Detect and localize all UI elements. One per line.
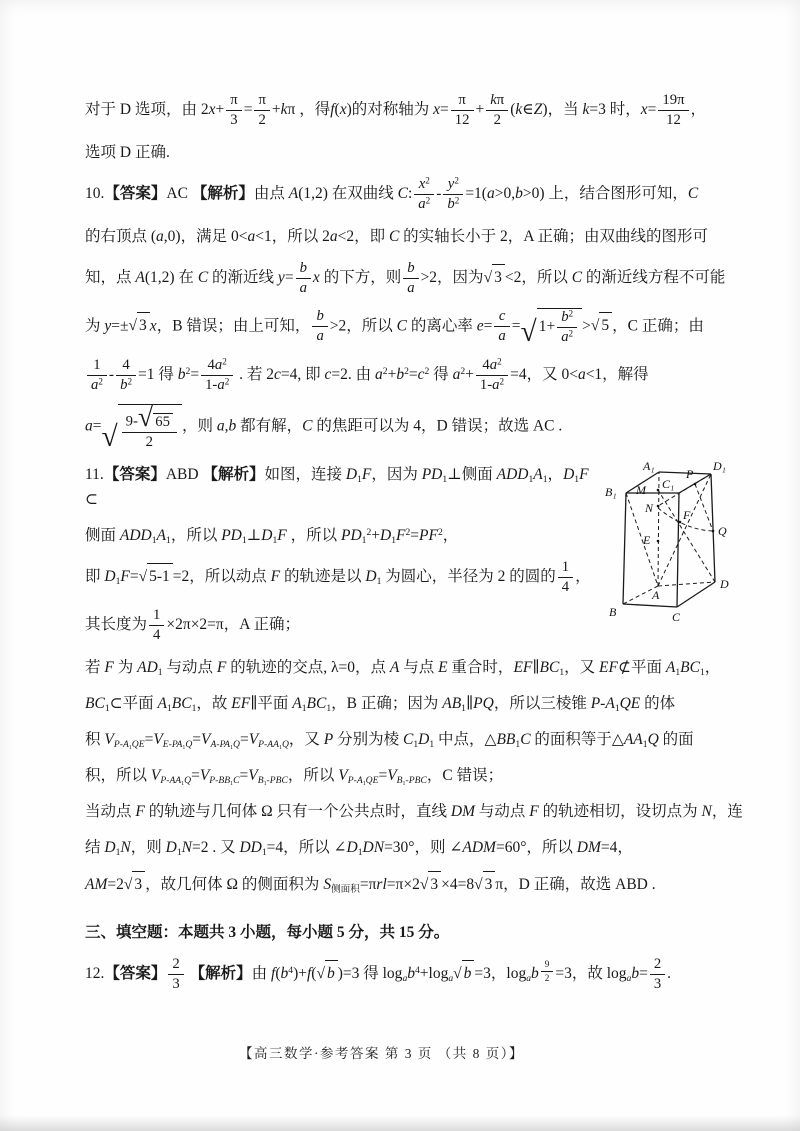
cuboid-diagram [603, 446, 755, 630]
q12-line-1: 12.【答案】 $\frac{2}{3}$ 【解析】由 $f(b^4)+f(√$ b )=3 得 $\log_ab^4+\log_a√$ b =3，$\log_ab$ $^{\frac{9}{2}}$ =3，故 $\log_ab=$ $\frac{2}{3}$ . [85, 956, 672, 993]
q10-line-5: $\frac{1}{a^2}$ - $\frac{4}{b^2}$ =1 得 $b^2=$ $\frac{4a^2}{1-a^2}$ . 若 2c=4, 即 c=2. 由 $a^2+b^2=c^2$ 得 $a^2+$ $\frac{4a^2}{1-a^2}$ =4，又 0<a<1，解得 [85, 357, 757, 394]
label-d1: D₁ [713, 458, 726, 473]
q10-line-2: 的右顶点 (a,0)，满足 0<a<1，所以 2a<2，即 C 的实轴长小于 2，A 正确；由双曲线的图形可 [85, 227, 709, 245]
q11-line-6: $BC_1\subset$平面 $A_1BC_1$，故 EF∥平面 $A_1BC_1$，B 正确；因为 $AB_1\parallel PQ$，所以三棱锥 $P-A_1QE$ 的体 [85, 694, 676, 714]
q10-line-4: 为 y=±√ 3 x，B 错误；由上可知， $\frac{b}{a}$ >2，所以 C 的离心率 e= $\frac{c}{a}$ =√ 1+ $\frac{b^2}{a^2}$ >√ 5 ，C 正确；由 [85, 308, 704, 349]
q11-line-8: 积，所以 $V_{P-AA_1Q}=V_{P-BB_1C}=V_{B_1-PBC}$，所以 $V_{P-A_1QE}=V_{B_1-PBC}$，C 错误； [85, 766, 504, 787]
q11-line-5: 若 F 为 $AD_1$ 与动点 F 的轨迹的交点, λ=0，点 A 与点 E 重合时，$EF\parallel BC_1$，又 EF⊄平面 $A_1BC_1$， [85, 658, 721, 678]
label-c: C [672, 609, 681, 624]
page-footer: 【高三数学·参考答案 第 3 页 （共 8 页）】 [239, 1046, 524, 1061]
q11-line-10: 结 $D_1N$，则 $D_1N=2$ . 又 $DD_1=4$，所以 $\angle D_1DN=30^\circ$，则 ∠ADM=60°，所以 DM=4， [85, 839, 633, 858]
label-p: P [686, 466, 694, 481]
label-d: D [720, 576, 729, 591]
q11-line-1: 11.【答案】ABD 【解析】如图，连接 $D_1F$，因为 $PD_1\perp$侧面 $ADD_1A_1$，$D_1F$ ⊂ [85, 465, 589, 508]
intro-line-1: 对于 D 选项，由 2x+ $\frac{\pi}{3}$ = $\frac{\pi}{2}$ +kπ ，得f(x)的对称轴为 x= $\frac{\pi}{12}$ + $\frac{k\pi}{2}$ (k∈Z)，当 k=3 时，x= $\frac{19\pi}{12}$ ， [85, 92, 707, 128]
prism-figure [603, 446, 755, 630]
q10-line-3: 知，点 A(1,2) 在 C 的渐近线 y= $\frac{b}{a}$ x 的下方，则 $\frac{b}{a}$ >2，因为√ 3 <2，所以 C 的渐近线方程不可能 [85, 259, 726, 296]
q11-line-9: 当动点 F 的轨迹与几何体 Ω 只有一个公共点时，直线 DM 与动点 F 的轨迹相切，设切点为 N，连 [85, 802, 743, 820]
q11-line-3: 即 $D_1F=√$ 5-1 =2，所以动点 F 的轨迹是以 $D_1$ 为圆心，半径为 2 的圆的 $\frac{1}{4}$ ， [85, 558, 591, 595]
label-c1: C₁ [662, 476, 675, 491]
label-a: A [652, 587, 660, 602]
label-m: M [636, 482, 646, 497]
intro-line-2: 选项 D 正确. [85, 143, 170, 161]
section-3-heading: 三、填空题：本题共 3 小题，每小题 5 分，共 15 分。 [85, 924, 450, 942]
document-body [85, 92, 757, 1004]
q10-line-1: 10.【答案】AC 【解析】由点 A(1,2) 在双曲线 C: $\frac{x^2}{a^2}$ - $\frac{y^2}{b^2}$ =1(a>0,b>0) 上，结合图形可知，C [85, 175, 699, 212]
label-n: N [645, 500, 654, 515]
label-q: Q [718, 523, 727, 538]
label-a1: A₁ [643, 458, 655, 473]
q11-line-11: AM=2√ 3 ，故几何体 Ω 的侧面积为 $S_{侧面积}=\pi rl=\pi\times 2√$ 3 ×4=8√ 3 π，D 正确，故选 ABD . [85, 871, 757, 897]
q11-line-7: 积 $V_{P-A_1QE}=V_{E-PA_1Q}=V_{A-PA_1Q}=V_{P-AA_1Q}$，又 P 分别为棱 $C_1D_1$ 中点，$\triangle BB_1C$ 的面积等于$\triangle AA_1Q$ 的面 [85, 730, 694, 751]
label-b1: B₁ [605, 484, 617, 499]
label-e: E [643, 532, 651, 547]
q11-line-4: 其长度为 $\frac{1}{4}$ ×2π×2=π，A 正确； [85, 606, 300, 643]
q11-block [85, 458, 757, 909]
label-b: B [609, 604, 617, 619]
q11-line-2: 侧面 $ADD_1A_1$，所以 $PD_1\perp D_1F$ ，所以 $PD_1^2+D_1F^2=PF^2$， [85, 526, 459, 546]
label-f: F [683, 507, 691, 522]
q10-line-6: a=√ $\frac{9-√ 65}{2}$ ，则 a,b 都有解，C 的焦距可以为 4，D 错误；故选 AC . [85, 402, 563, 454]
